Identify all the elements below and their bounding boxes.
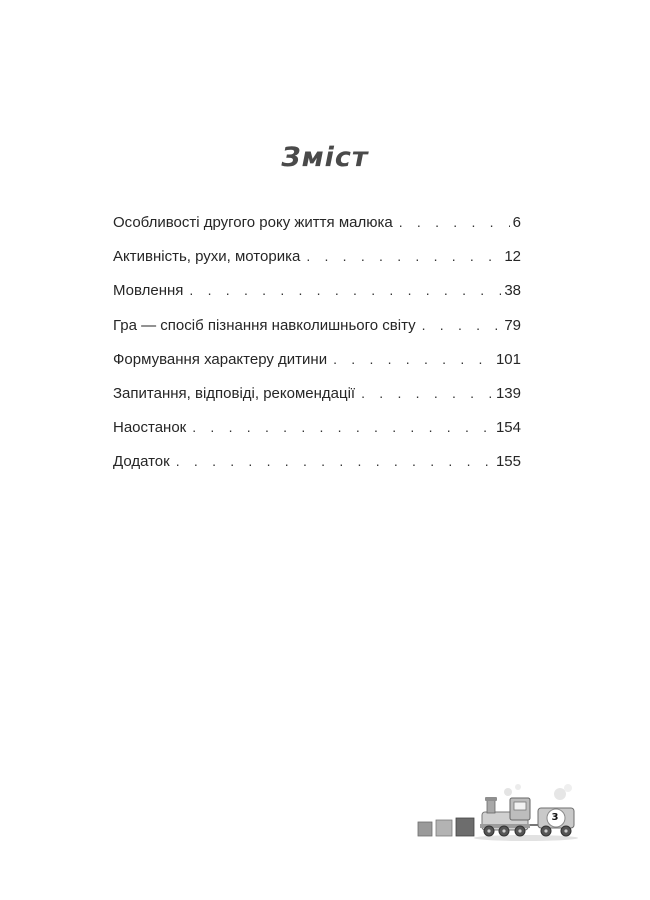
toc-entry-page: 139 <box>495 384 521 402</box>
toc-dot-leader <box>361 385 493 401</box>
page-number: 3 <box>551 812 559 823</box>
smoke-puff-icon <box>504 788 512 796</box>
toc-entry-title: Активність, рухи, моторика <box>113 248 301 266</box>
toc-entry-title: Запитання, відповіді, рекомендації <box>113 384 356 402</box>
toc-entry[interactable] <box>113 282 521 316</box>
block-icon <box>436 820 452 836</box>
toc-dot-leader <box>176 453 493 469</box>
toc-entry-title: Формування характеру дитини <box>113 350 328 368</box>
toc-dot-leader <box>189 282 501 298</box>
toc-dot-leader <box>192 419 493 435</box>
block-icon <box>418 822 432 836</box>
toc-entry-page: 101 <box>495 350 521 368</box>
toc-entry-page: 6 <box>512 214 521 231</box>
toc-entry-title: Гра — спосіб пізнання навколишнього світу <box>113 316 416 334</box>
toc-dot-leader <box>306 248 501 264</box>
smoke-puff-icon <box>554 788 566 800</box>
block-icon <box>456 818 474 836</box>
toc-entry-page: 155 <box>495 453 521 471</box>
toc-entry[interactable] <box>113 248 521 282</box>
toc-entry[interactable] <box>113 419 521 453</box>
toc-entry[interactable] <box>113 385 521 419</box>
toc-dot-leader <box>333 351 493 367</box>
toc-entry-page: 12 <box>504 248 521 266</box>
toc-dot-leader <box>399 214 510 230</box>
toc-entry[interactable] <box>113 214 521 248</box>
toc-entry[interactable] <box>113 351 521 385</box>
toc-entry-page: 38 <box>504 282 521 300</box>
toc-entry[interactable] <box>113 453 521 487</box>
toc-entry-title: Додаток <box>113 453 170 471</box>
table-of-contents <box>113 214 521 488</box>
toc-entry-title: Наостанок <box>113 419 187 437</box>
smoke-puff-icon <box>515 784 521 790</box>
toc-entry-page: 79 <box>504 316 521 334</box>
page-title: Зміст <box>281 142 369 173</box>
smoke-puff-icon <box>564 784 572 792</box>
toc-dot-leader <box>422 317 502 333</box>
locomotive-icon <box>480 797 530 836</box>
toc-entry[interactable] <box>113 317 521 351</box>
toc-entry-title: Мовлення <box>113 282 184 300</box>
toy-train-icon <box>416 780 581 842</box>
toc-entry-title: Особливості другого року життя малюка <box>113 214 393 231</box>
toc-entry-page: 154 <box>495 419 521 437</box>
